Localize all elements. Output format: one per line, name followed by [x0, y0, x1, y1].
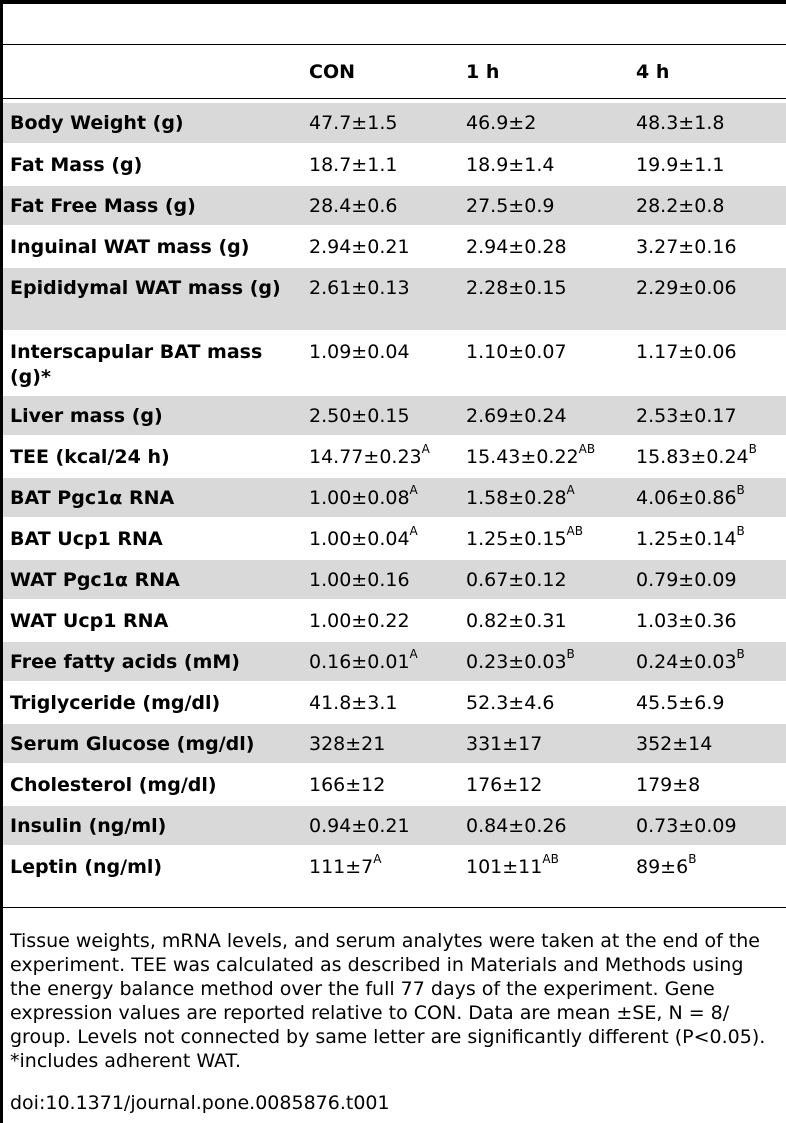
cell-4h [629, 518, 786, 559]
significance-letter: B [736, 523, 745, 538]
significance-letter: AB [578, 441, 596, 456]
cell-value: 2.94±0.28 [466, 236, 567, 258]
cell-value: 101±11 [466, 856, 543, 878]
cell-4h [629, 395, 786, 436]
column-header-label [3, 53, 302, 103]
significance-letter: A [409, 646, 418, 661]
cell-value: 166±12 [309, 774, 386, 796]
table-row [3, 805, 786, 846]
table-row [3, 518, 786, 559]
data-table [3, 53, 786, 887]
cell-value: 179±8 [636, 774, 701, 796]
row-label: Liver mass (g) [3, 395, 302, 436]
cell-4h [629, 641, 786, 682]
column-header-4h: 4 h [636, 61, 670, 83]
table-header [3, 53, 786, 103]
cell-con [302, 600, 459, 641]
doi-reference: doi:10.1371/journal.pone.0085876.t001 [10, 1092, 390, 1114]
footnote-line: expression values are reported relative to CON. Data are mean ±SE, N = 8/ [10, 1002, 730, 1024]
cell-value: 28.4±0.6 [309, 195, 398, 217]
cell-4h [629, 436, 786, 477]
cell-1h [459, 226, 629, 267]
cell-value: 1.58±0.28 [466, 487, 567, 509]
significance-letter: A [373, 851, 382, 866]
significance-letter: B [748, 441, 757, 456]
cell-value: 1.00±0.22 [309, 610, 410, 632]
cell-1h [459, 103, 629, 144]
table-row [3, 723, 786, 764]
table-row [3, 103, 786, 144]
cell-con [302, 331, 459, 395]
cell-value: 0.82±0.31 [466, 610, 567, 632]
row-label: WAT Ucp1 RNA [3, 600, 302, 641]
row-label: Serum Glucose (mg/dl) [3, 723, 302, 764]
significance-letter: AB [542, 851, 559, 866]
cell-1h [459, 641, 629, 682]
table-row [3, 559, 786, 600]
table-row [3, 226, 786, 267]
significance-letter: A [421, 441, 430, 456]
footnote-line: group. Levels not connected by same letter are significantly different (P<0.05). [10, 1026, 766, 1048]
cell-value: 15.83±0.24 [636, 446, 749, 468]
row-label: WAT Pgc1α RNA [3, 559, 302, 600]
cell-1h [459, 600, 629, 641]
cell-value: 45.5±6.9 [636, 692, 725, 714]
cell-con [302, 723, 459, 764]
cell-value: 0.94±0.21 [309, 815, 410, 837]
row-label: Leptin (ng/ml) [3, 846, 302, 887]
cell-value: 111±7 [309, 856, 374, 878]
row-label: Fat Mass (g) [3, 144, 302, 185]
cell-value: 28.2±0.8 [636, 195, 725, 217]
cell-value: 0.16±0.01 [309, 651, 410, 673]
cell-4h [629, 805, 786, 846]
cell-con [302, 185, 459, 226]
footnote-line: *includes adherent WAT. [10, 1050, 241, 1072]
cell-4h [629, 600, 786, 641]
cell-value: 0.67±0.12 [466, 569, 567, 591]
cell-value: 0.84±0.26 [466, 815, 567, 837]
column-header-1h: 1 h [466, 61, 500, 83]
significance-letter: A [409, 482, 418, 497]
row-label: Epididymal WAT mass (g) [3, 267, 302, 331]
cell-4h [629, 103, 786, 144]
table-row [3, 267, 786, 331]
significance-letter: B [736, 482, 745, 497]
cell-1h [459, 436, 629, 477]
cell-con [302, 518, 459, 559]
row-label: Fat Free Mass (g) [3, 185, 302, 226]
table-row [3, 682, 786, 723]
cell-value: 46.9±2 [466, 112, 537, 134]
cell-con [302, 144, 459, 185]
cell-1h [459, 559, 629, 600]
table-row [3, 477, 786, 518]
table-row [3, 641, 786, 682]
row-label: Cholesterol (mg/dl) [3, 764, 302, 805]
table-row [3, 144, 786, 185]
cell-con [302, 226, 459, 267]
cell-1h [459, 682, 629, 723]
cell-value: 0.79±0.09 [636, 569, 737, 591]
cell-value: 1.00±0.08 [309, 487, 410, 509]
cell-value: 1.10±0.07 [466, 341, 567, 363]
table-row [3, 185, 786, 226]
significance-letter: AB [566, 523, 583, 538]
cell-value: 2.28±0.15 [466, 277, 567, 299]
table-row [3, 764, 786, 805]
table-row [3, 331, 786, 395]
significance-letter: A [409, 523, 418, 538]
table-footnote [10, 929, 782, 1073]
cell-4h [629, 226, 786, 267]
cell-value: 2.69±0.24 [466, 405, 567, 427]
cell-1h [459, 477, 629, 518]
cell-con [302, 682, 459, 723]
top-rule [0, 0, 786, 4]
footnote-line: Tissue weights, mRNA levels, and serum analytes were taken at the end of the [10, 930, 760, 952]
cell-value: 176±12 [466, 774, 543, 796]
cell-value: 52.3±4.6 [466, 692, 555, 714]
cell-value: 2.53±0.17 [636, 405, 737, 427]
cell-1h [459, 518, 629, 559]
cell-con [302, 559, 459, 600]
cell-value: 15.43±0.22 [466, 446, 579, 468]
cell-value: 27.5±0.9 [466, 195, 555, 217]
table-row [3, 436, 786, 477]
row-label: Triglyceride (mg/dl) [3, 682, 302, 723]
cell-con [302, 267, 459, 331]
cell-value: 1.00±0.04 [309, 528, 410, 550]
cell-value: 14.77±0.23 [309, 446, 422, 468]
cell-value: 1.25±0.15 [466, 528, 567, 550]
cell-value: 19.9±1.1 [636, 154, 725, 176]
cell-value: 18.9±1.4 [466, 154, 555, 176]
significance-letter: A [566, 482, 575, 497]
cell-con [302, 103, 459, 144]
cell-value: 2.29±0.06 [636, 277, 737, 299]
footnote-line: the energy balance method over the full 77 days of the experiment. Gene [10, 978, 715, 1000]
row-label: Interscapular BAT mass (g)* [3, 331, 302, 395]
cell-value: 89±6 [636, 856, 689, 878]
cell-value: 47.7±1.5 [309, 112, 398, 134]
cell-4h [629, 185, 786, 226]
cell-con [302, 805, 459, 846]
cell-4h [629, 559, 786, 600]
row-label: BAT Ucp1 RNA [3, 518, 302, 559]
cell-1h [459, 805, 629, 846]
cell-value: 2.61±0.13 [309, 277, 410, 299]
cell-con [302, 477, 459, 518]
footnote-line: experiment. TEE was calculated as described in Materials and Methods using [10, 954, 744, 976]
table-row [3, 600, 786, 641]
cell-value: 0.73±0.09 [636, 815, 737, 837]
cell-1h [459, 267, 629, 331]
cell-con [302, 436, 459, 477]
table-row [3, 395, 786, 436]
significance-letter: B [566, 646, 575, 661]
table-body [3, 103, 786, 887]
cell-value: 1.09±0.04 [309, 341, 410, 363]
cell-1h [459, 764, 629, 805]
cell-4h [629, 723, 786, 764]
cell-value: 1.03±0.36 [636, 610, 737, 632]
row-label: Free fatty acids (mM) [3, 641, 302, 682]
cell-4h [629, 682, 786, 723]
row-label: Insulin (ng/ml) [3, 805, 302, 846]
row-label: TEE (kcal/24 h) [3, 436, 302, 477]
cell-con [302, 764, 459, 805]
cell-value: 1.17±0.06 [636, 341, 737, 363]
cell-value: 2.50±0.15 [309, 405, 410, 427]
cell-1h [459, 723, 629, 764]
table-bottom-rule [0, 907, 786, 908]
row-label: BAT Pgc1α RNA [3, 477, 302, 518]
cell-value: 0.24±0.03 [636, 651, 737, 673]
cell-4h [629, 144, 786, 185]
cell-value: 331±17 [466, 733, 543, 755]
cell-1h [459, 395, 629, 436]
row-label: Inguinal WAT mass (g) [3, 226, 302, 267]
cell-con [302, 395, 459, 436]
cell-value: 3.27±0.16 [636, 236, 737, 258]
cell-value: 1.25±0.14 [636, 528, 737, 550]
cell-value: 4.06±0.86 [636, 487, 737, 509]
cell-4h [629, 331, 786, 395]
cell-value: 48.3±1.8 [636, 112, 725, 134]
cell-4h [629, 764, 786, 805]
cell-con [302, 641, 459, 682]
cell-value: 2.94±0.21 [309, 236, 410, 258]
table-row [3, 846, 786, 887]
cell-4h [629, 477, 786, 518]
cell-4h [629, 846, 786, 887]
cell-value: 328±21 [309, 733, 386, 755]
cell-value: 41.8±3.1 [309, 692, 398, 714]
cell-1h [459, 846, 629, 887]
cell-1h [459, 185, 629, 226]
cell-1h [459, 331, 629, 395]
significance-letter: B [736, 646, 745, 661]
caption-rule [0, 44, 786, 45]
cell-con [302, 846, 459, 887]
significance-letter: B [688, 851, 697, 866]
cell-value: 352±14 [636, 733, 713, 755]
column-header-con: CON [309, 61, 355, 83]
cell-value: 1.00±0.16 [309, 569, 410, 591]
row-label: Body Weight (g) [3, 103, 302, 144]
cell-1h [459, 144, 629, 185]
cell-value: 0.23±0.03 [466, 651, 567, 673]
cell-4h [629, 267, 786, 331]
cell-value: 18.7±1.1 [309, 154, 398, 176]
